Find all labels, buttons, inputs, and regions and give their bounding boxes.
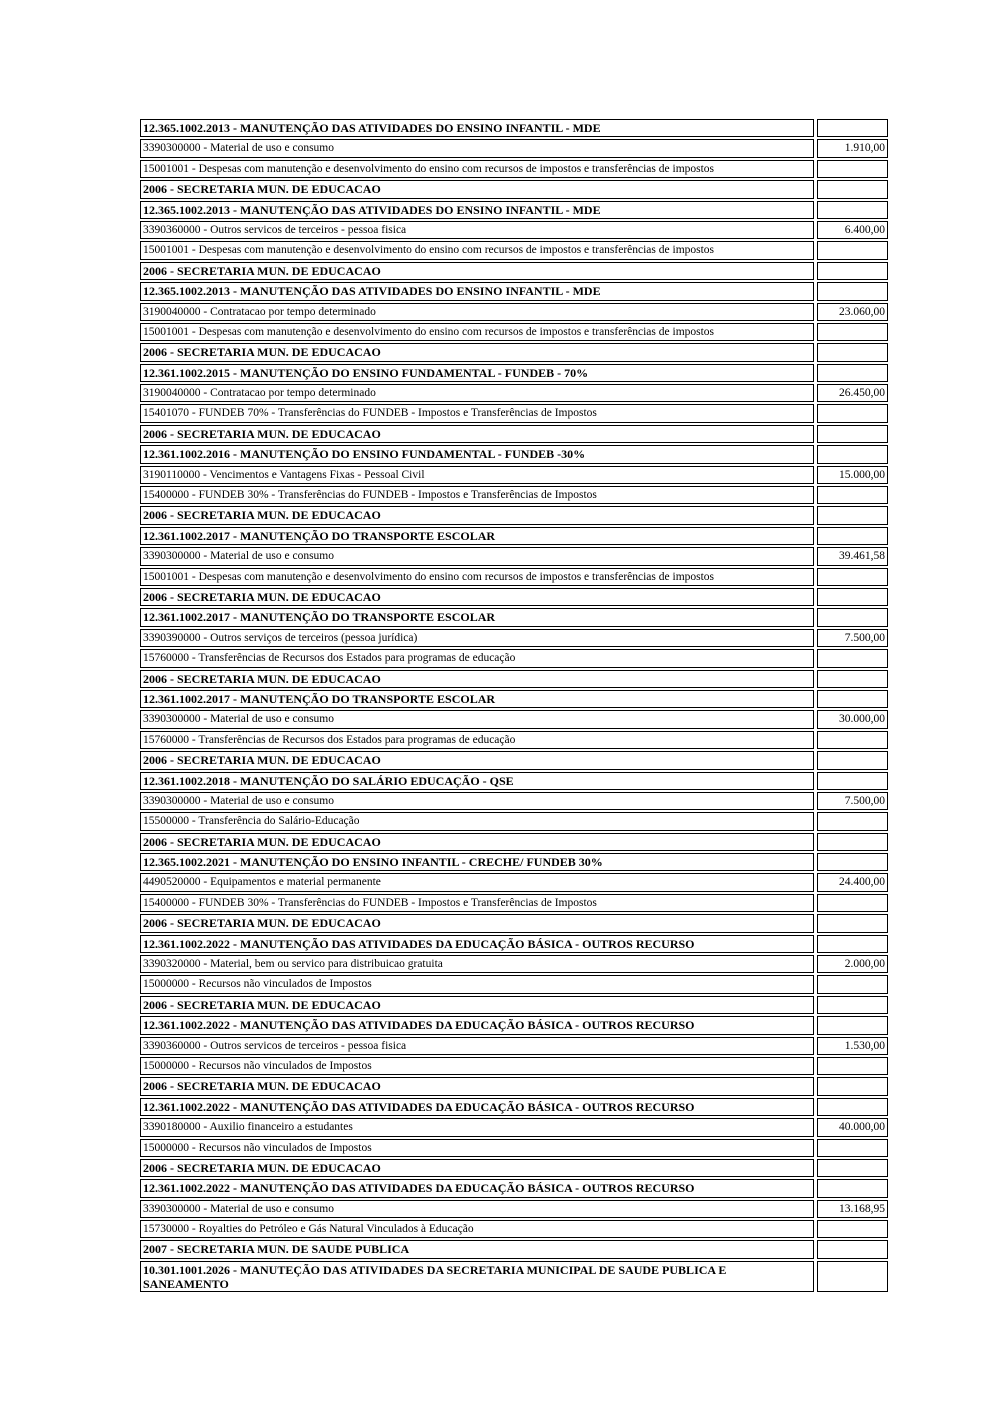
row-description: 3190040000 - Contratacao por tempo determinado [140,384,814,402]
table-row [140,1077,888,1095]
row-description: 12.361.1002.2022 - MANUTENÇÃO DAS ATIVIDADES DA EDUCAÇÃO BÁSICA - OUTROS RECURSO [140,1098,814,1116]
row-value [817,323,888,341]
table-row [140,568,888,586]
table-row [140,996,888,1014]
row-description: 3390300000 - Material de uso e consumo [140,139,814,157]
row-description: 3390390000 - Outros serviços de terceiros (pessoa jurídica) [140,629,814,647]
row-value [817,1016,888,1034]
row-description: 15760000 - Transferências de Recursos dos Estados para programas de educação [140,731,814,749]
table-row [140,1139,888,1157]
table-row [140,1220,888,1238]
row-description: 15000000 - Recursos não vinculados de Impostos [140,975,814,993]
row-description: 3390360000 - Outros servicos de terceiros - pessoa fisica [140,221,814,239]
row-description: 2006 - SECRETARIA MUN. DE EDUCACAO [140,751,814,769]
table-row [140,710,888,728]
row-value [817,282,888,300]
table-row [140,506,888,524]
row-value [817,1159,888,1177]
row-value: 13.168,95 [817,1200,888,1218]
row-value: 26.450,00 [817,384,888,402]
row-value [817,1077,888,1095]
row-description: 15400000 - FUNDEB 30% - Transferências do FUNDEB - Impostos e Transferências de Impostos [140,486,814,504]
row-description: 3190040000 - Contratacao por tempo determinado [140,303,814,321]
table-row [140,772,888,790]
row-value: 23.060,00 [817,303,888,321]
row-description: 2006 - SECRETARIA MUN. DE EDUCACAO [140,670,814,688]
table-row [140,1200,888,1218]
budget-table [140,119,888,1294]
row-value: 39.461,58 [817,547,888,565]
row-description: 15001001 - Despesas com manutenção e desenvolvimento do ensino com recursos de impostos e transferências de impostos [140,241,814,259]
row-value [817,343,888,361]
row-value [817,404,888,422]
row-description: 12.365.1002.2013 - MANUTENÇÃO DAS ATIVIDADES DO ENSINO INFANTIL - MDE [140,119,814,137]
row-value [817,425,888,443]
row-description: 2006 - SECRETARIA MUN. DE EDUCACAO [140,588,814,606]
table-row [140,527,888,545]
row-value [817,751,888,769]
row-value: 6.400,00 [817,221,888,239]
table-row [140,547,888,565]
table-row [140,731,888,749]
row-value [817,812,888,830]
row-value [817,588,888,606]
table-row [140,343,888,361]
table-row [140,241,888,259]
row-description: 10.301.1001.2026 - MANUTEÇÃO DAS ATIVIDADES DA SECRETARIA MUNICIPAL DE SAUDE PUBLICA E SANEAMENTO [140,1261,814,1292]
row-description: 4490520000 - Equipamentos e material permanente [140,873,814,891]
table-row [140,1240,888,1258]
table-row [140,914,888,932]
row-value: 7.500,00 [817,792,888,810]
table-row [140,1037,888,1055]
row-description: 12.361.1002.2018 - MANUTENÇÃO DO SALÁRIO EDUCAÇÃO - QSE [140,772,814,790]
table-row [140,139,888,157]
row-value [817,833,888,851]
row-value [817,1261,888,1292]
row-value [817,1098,888,1116]
row-description: 2007 - SECRETARIA MUN. DE SAUDE PUBLICA [140,1240,814,1258]
row-value: 2.000,00 [817,955,888,973]
table-row [140,833,888,851]
row-description: 3390180000 - Auxilio financeiro a estudantes [140,1118,814,1136]
table-row [140,160,888,178]
table-row [140,853,888,871]
row-description: 3390360000 - Outros servicos de terceiros - pessoa fisica [140,1037,814,1055]
table-row [140,323,888,341]
table-row [140,1261,888,1292]
row-value: 24.400,00 [817,873,888,891]
row-description: 3390300000 - Material de uso e consumo [140,1200,814,1218]
row-value [817,1220,888,1238]
row-description: 12.365.1002.2021 - MANUTENÇÃO DO ENSINO INFANTIL - CRECHE/ FUNDEB 30% [140,853,814,871]
row-value [817,180,888,198]
row-description: 15000000 - Recursos não vinculados de Impostos [140,1057,814,1075]
row-value [817,670,888,688]
row-description: 3390300000 - Material de uso e consumo [140,547,814,565]
row-value: 1.530,00 [817,1037,888,1055]
row-description: 3390300000 - Material de uso e consumo [140,792,814,810]
row-value [817,527,888,545]
table-row [140,262,888,280]
row-description: 2006 - SECRETARIA MUN. DE EDUCACAO [140,425,814,443]
row-description: 12.365.1002.2013 - MANUTENÇÃO DAS ATIVIDADES DO ENSINO INFANTIL - MDE [140,282,814,300]
row-description: 12.361.1002.2017 - MANUTENÇÃO DO TRANSPORTE ESCOLAR [140,527,814,545]
row-value [817,364,888,382]
table-row [140,180,888,198]
table-row [140,466,888,484]
table-row [140,282,888,300]
row-value: 40.000,00 [817,1118,888,1136]
row-description: 12.361.1002.2022 - MANUTENÇÃO DAS ATIVIDADES DA EDUCAÇÃO BÁSICA - OUTROS RECURSO [140,1179,814,1197]
row-description: 2006 - SECRETARIA MUN. DE EDUCACAO [140,1159,814,1177]
row-description: 15001001 - Despesas com manutenção e desenvolvimento do ensino com recursos de impostos e transferências de impostos [140,160,814,178]
row-value [817,975,888,993]
table-row [140,894,888,912]
row-description: 2006 - SECRETARIA MUN. DE EDUCACAO [140,262,814,280]
table-row [140,1057,888,1075]
table-row [140,119,888,137]
row-value [817,894,888,912]
table-row [140,935,888,953]
table-row [140,425,888,443]
row-value [817,160,888,178]
table-row [140,751,888,769]
table-row [140,201,888,219]
row-value: 7.500,00 [817,629,888,647]
table-row [140,812,888,830]
table-row [140,364,888,382]
row-value [817,1179,888,1197]
row-value [817,1240,888,1258]
row-value [817,649,888,667]
table-row [140,221,888,239]
row-value [817,853,888,871]
row-description: 15500000 - Transferência do Salário-Educação [140,812,814,830]
table-row [140,1098,888,1116]
row-description: 2006 - SECRETARIA MUN. DE EDUCACAO [140,343,814,361]
row-description: 12.361.1002.2017 - MANUTENÇÃO DO TRANSPORTE ESCOLAR [140,690,814,708]
row-value [817,690,888,708]
row-value [817,996,888,1014]
row-description: 15001001 - Despesas com manutenção e desenvolvimento do ensino com recursos de impostos e transferências de impostos [140,323,814,341]
row-description: 12.361.1002.2017 - MANUTENÇÃO DO TRANSPORTE ESCOLAR [140,608,814,626]
table-row [140,873,888,891]
table-row [140,404,888,422]
row-value [817,772,888,790]
row-value [817,608,888,626]
row-description: 15000000 - Recursos não vinculados de Impostos [140,1139,814,1157]
row-value [817,506,888,524]
row-description: 15730000 - Royalties do Petróleo e Gás Natural Vinculados à Educação [140,1220,814,1238]
table-row [140,792,888,810]
table-row [140,1179,888,1197]
table-row [140,588,888,606]
row-description: 12.361.1002.2016 - MANUTENÇÃO DO ENSINO FUNDAMENTAL - FUNDEB -30% [140,445,814,463]
row-value [817,445,888,463]
row-description: 3190110000 - Vencimentos e Vantagens Fixas - Pessoal Civil [140,466,814,484]
row-value [817,1057,888,1075]
row-description: 15400000 - FUNDEB 30% - Transferências do FUNDEB - Impostos e Transferências de Impostos [140,894,814,912]
row-description: 2006 - SECRETARIA MUN. DE EDUCACAO [140,914,814,932]
row-value: 1.910,00 [817,139,888,157]
table-row [140,1016,888,1034]
row-description: 2006 - SECRETARIA MUN. DE EDUCACAO [140,996,814,1014]
table-row [140,608,888,626]
row-value [817,935,888,953]
row-value [817,119,888,137]
table-row [140,975,888,993]
row-value [817,1139,888,1157]
table-row [140,303,888,321]
table-row [140,486,888,504]
table-row [140,670,888,688]
row-description: 15001001 - Despesas com manutenção e desenvolvimento do ensino com recursos de impostos e transferências de impostos [140,568,814,586]
row-value: 30.000,00 [817,710,888,728]
table-row [140,629,888,647]
table-row [140,690,888,708]
table-row [140,1118,888,1136]
row-value [817,241,888,259]
row-value [817,262,888,280]
row-description: 2006 - SECRETARIA MUN. DE EDUCACAO [140,180,814,198]
table-row [140,649,888,667]
row-value [817,486,888,504]
row-description: 15401070 - FUNDEB 70% - Transferências do FUNDEB - Impostos e Transferências de Impostos [140,404,814,422]
table-row [140,445,888,463]
row-description: 12.361.1002.2022 - MANUTENÇÃO DAS ATIVIDADES DA EDUCAÇÃO BÁSICA - OUTROS RECURSO [140,935,814,953]
table-row [140,384,888,402]
row-value [817,731,888,749]
row-value: 15.000,00 [817,466,888,484]
row-description: 2006 - SECRETARIA MUN. DE EDUCACAO [140,506,814,524]
row-description: 3390320000 - Material, bem ou servico para distribuicao gratuita [140,955,814,973]
row-value [817,568,888,586]
row-description: 12.365.1002.2013 - MANUTENÇÃO DAS ATIVIDADES DO ENSINO INFANTIL - MDE [140,201,814,219]
row-value [817,201,888,219]
row-value [817,914,888,932]
row-description: 15760000 - Transferências de Recursos dos Estados para programas de educação [140,649,814,667]
table-row [140,1159,888,1177]
row-description: 3390300000 - Material de uso e consumo [140,710,814,728]
row-description: 12.361.1002.2022 - MANUTENÇÃO DAS ATIVIDADES DA EDUCAÇÃO BÁSICA - OUTROS RECURSO [140,1016,814,1034]
table-row [140,955,888,973]
row-description: 12.361.1002.2015 - MANUTENÇÃO DO ENSINO FUNDAMENTAL - FUNDEB - 70% [140,364,814,382]
row-description: 2006 - SECRETARIA MUN. DE EDUCACAO [140,1077,814,1095]
row-description: 2006 - SECRETARIA MUN. DE EDUCACAO [140,833,814,851]
